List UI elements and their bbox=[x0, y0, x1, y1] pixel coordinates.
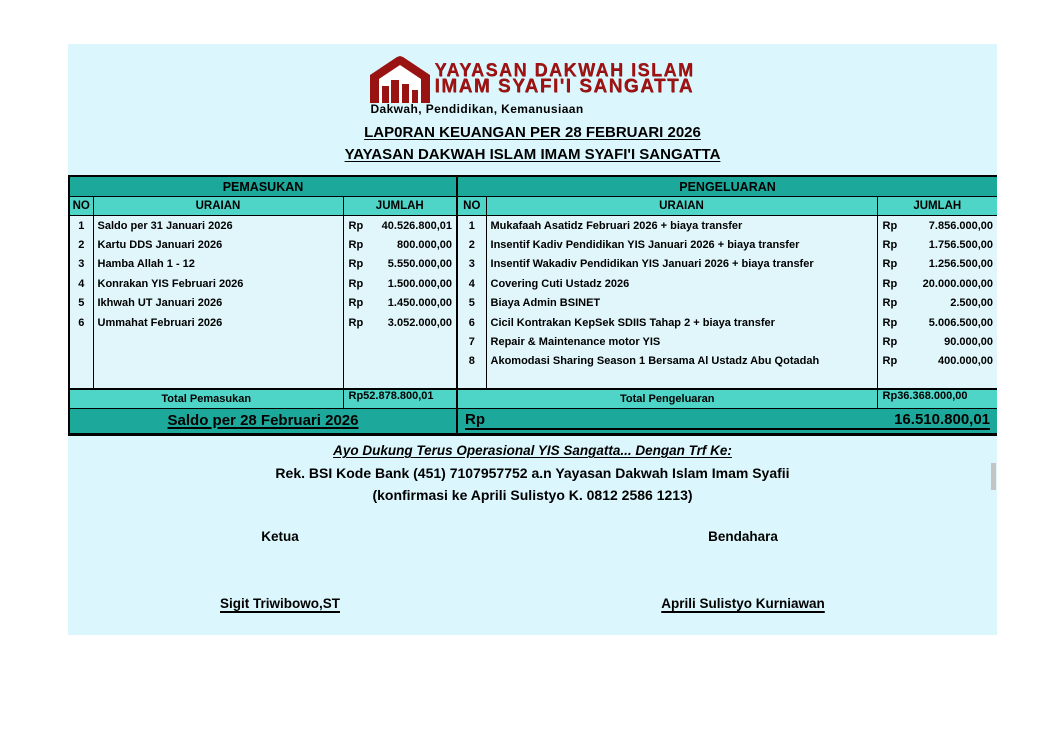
row-number: 5 bbox=[468, 297, 475, 310]
expense-total-amount bbox=[877, 389, 997, 409]
income-amount bbox=[344, 235, 457, 254]
row-number: 8 bbox=[468, 355, 475, 368]
org-name-line2: IMAM SYAFI'I SANGATTA bbox=[434, 76, 694, 97]
income-amount bbox=[344, 294, 457, 313]
expense-amount bbox=[878, 313, 997, 332]
currency-label: Rp bbox=[882, 336, 898, 349]
confirmation-line: (konfirmasi ke Aprili Sulistyo K. 0812 2586 1213) bbox=[372, 487, 693, 503]
saldo-row bbox=[69, 409, 457, 435]
org-tagline: Dakwah, Pendidikan, Kemanusiaan bbox=[370, 102, 584, 116]
income-item: Kartu DDS Januari 2026 bbox=[97, 239, 223, 252]
amount-value: 7.856.000,00 bbox=[928, 219, 994, 232]
amount-value: 1.756.500,00 bbox=[928, 239, 994, 252]
currency-label: Rp bbox=[882, 219, 898, 232]
amount-value: 40.526.800,01 bbox=[381, 219, 453, 232]
income-item: Hamba Allah 1 - 12 bbox=[97, 258, 195, 271]
row-number: 3 bbox=[78, 258, 85, 271]
row-number: 7 bbox=[468, 336, 475, 349]
report-title-line1: LAP0RAN KEUANGAN PER 28 FEBRUARI 2026 bbox=[364, 124, 701, 141]
income-total-amount bbox=[343, 389, 457, 409]
expense-amount bbox=[878, 216, 997, 235]
amount-value: 2.500,00 bbox=[950, 297, 994, 310]
row-number: 1 bbox=[468, 219, 475, 232]
income-col-uraian: URAIAN bbox=[93, 197, 343, 216]
report-title-line2: YAYASAN DAKWAH ISLAM IMAM SYAFI'I SANGATTA bbox=[344, 146, 721, 163]
expense-item: Insentif Kadiv Pendidikan YIS Januari 2026 + biaya transfer bbox=[490, 239, 800, 252]
expense-item: Insentif Wakadiv Pendidikan YIS Januari 2026 + biaya transfer bbox=[490, 258, 814, 271]
income-amount bbox=[344, 255, 457, 274]
income-col-jumlah: JUMLAH bbox=[343, 197, 457, 216]
signature-name: Sigit Triwibowo,ST bbox=[220, 596, 340, 611]
expense-col-no: NO bbox=[457, 197, 486, 216]
expense-amount bbox=[878, 235, 997, 254]
currency-label: Rp bbox=[348, 297, 364, 310]
brand-header bbox=[370, 56, 694, 116]
donation-cta-line: Ayo Dukung Terus Operasional YIS Sangatta... Dengan Trf Ke: bbox=[333, 443, 732, 458]
expense-col-uraian: URAIAN bbox=[486, 197, 877, 216]
income-item: Konrakan YIS Februari 2026 bbox=[97, 277, 244, 290]
amount-value: 52.878.800,01 bbox=[363, 390, 434, 402]
amount-value: 800.000,00 bbox=[396, 239, 453, 252]
expense-amount bbox=[878, 274, 997, 293]
finance-table bbox=[68, 175, 997, 436]
expense-item: Repair & Maintenance motor YIS bbox=[490, 336, 661, 349]
org-name-line1: YAYASAN DAKWAH ISLAM bbox=[434, 60, 695, 80]
expense-section-header: PENGELUARAN bbox=[457, 176, 997, 197]
row-number: 1 bbox=[78, 219, 85, 232]
amount-value: 20.000.000,00 bbox=[922, 277, 994, 290]
amount-value: 400.000,00 bbox=[937, 355, 994, 368]
saldo-label: Saldo per 28 Februari 2026 bbox=[167, 412, 359, 429]
document-titles bbox=[68, 122, 997, 166]
currency-label: Rp bbox=[882, 297, 898, 310]
currency-label: Rp bbox=[882, 258, 898, 271]
amount-value: 1.500.000,00 bbox=[387, 277, 453, 290]
currency-label: Rp bbox=[348, 219, 364, 232]
currency-label: Rp bbox=[882, 355, 898, 368]
amount-value: 5.006.500,00 bbox=[928, 316, 994, 329]
expense-amount bbox=[878, 332, 997, 351]
currency-label: Rp bbox=[882, 277, 898, 290]
row-number: 2 bbox=[78, 239, 85, 252]
income-item: Saldo per 31 Januari 2026 bbox=[97, 219, 233, 232]
currency-label: Rp bbox=[348, 277, 364, 290]
row-number: 3 bbox=[468, 258, 475, 271]
currency-label: Rp bbox=[882, 316, 898, 329]
expense-desc-column bbox=[486, 216, 877, 390]
currency-label: Rp bbox=[348, 390, 364, 402]
row-number: 4 bbox=[468, 277, 475, 290]
expense-item: Biaya Admin BSINET bbox=[490, 297, 601, 310]
expense-total-label: Total Pengeluaran bbox=[457, 389, 877, 409]
expense-item: Cicil Kontrakan KepSek SDIIS Tahap 2 + biaya transfer bbox=[490, 316, 775, 329]
currency-label: Rp bbox=[882, 390, 898, 402]
currency-label: Rp bbox=[882, 239, 898, 252]
report-page bbox=[68, 44, 997, 635]
currency-label: Rp bbox=[348, 258, 364, 271]
signature-role: Ketua bbox=[261, 529, 299, 544]
amount-value: 5.550.000,00 bbox=[387, 258, 453, 271]
expense-amount bbox=[878, 294, 997, 313]
income-total-label: Total Pemasukan bbox=[69, 389, 343, 409]
income-section-header: PEMASUKAN bbox=[69, 176, 457, 197]
income-item: Ikhwah UT Januari 2026 bbox=[97, 297, 223, 310]
currency-label: Rp bbox=[348, 316, 364, 329]
amount-value: 36.368.000,00 bbox=[897, 390, 968, 402]
expense-amount bbox=[878, 352, 997, 371]
expense-amount bbox=[878, 255, 997, 274]
scrollbar-thumb[interactable] bbox=[991, 463, 996, 490]
saldo-amount: 16.510.800,01 bbox=[894, 411, 991, 428]
currency-label: Rp bbox=[348, 239, 364, 252]
income-desc-column bbox=[93, 216, 343, 390]
row-number: 5 bbox=[78, 297, 85, 310]
income-item: Ummahat Februari 2026 bbox=[97, 316, 223, 329]
bank-account-line: Rek. BSI Kode Bank (451) 7107957752 a.n Yayasan Dakwah Islam Imam Syafii bbox=[275, 465, 790, 481]
expense-item: Mukafaah Asatidz Februari 2026 + biaya transfer bbox=[490, 219, 743, 232]
signature-name: Aprili Sulistyo Kurniawan bbox=[661, 596, 825, 611]
signature-role: Bendahara bbox=[708, 529, 778, 544]
income-col-no: NO bbox=[69, 197, 93, 216]
income-amount bbox=[344, 216, 457, 235]
income-no-column bbox=[69, 216, 93, 390]
income-amount-column bbox=[343, 216, 457, 390]
amount-value: 90.000,00 bbox=[944, 336, 994, 349]
expense-no-column bbox=[457, 216, 486, 390]
amount-value: 1.450.000,00 bbox=[387, 297, 453, 310]
expense-item: Akomodasi Sharing Season 1 Bersama Al Ustadz Abu Qotadah bbox=[490, 355, 820, 368]
row-number: 4 bbox=[78, 277, 85, 290]
row-number: 6 bbox=[78, 316, 85, 329]
expense-amount-column bbox=[877, 216, 997, 390]
row-number: 6 bbox=[468, 316, 475, 329]
row-number: 2 bbox=[468, 239, 475, 252]
currency-label: Rp bbox=[465, 411, 486, 428]
expense-col-jumlah: JUMLAH bbox=[877, 197, 997, 216]
mosque-building-icon bbox=[370, 56, 430, 103]
amount-value: 3.052.000,00 bbox=[387, 316, 453, 329]
expense-item: Covering Cuti Ustadz 2026 bbox=[490, 277, 630, 290]
saldo-amount-cell bbox=[457, 409, 997, 435]
signature-block-bendahara bbox=[583, 529, 903, 611]
amount-value: 1.256.500,00 bbox=[928, 258, 994, 271]
signature-block-ketua bbox=[120, 529, 440, 611]
income-amount bbox=[344, 274, 457, 293]
income-amount bbox=[344, 313, 457, 332]
